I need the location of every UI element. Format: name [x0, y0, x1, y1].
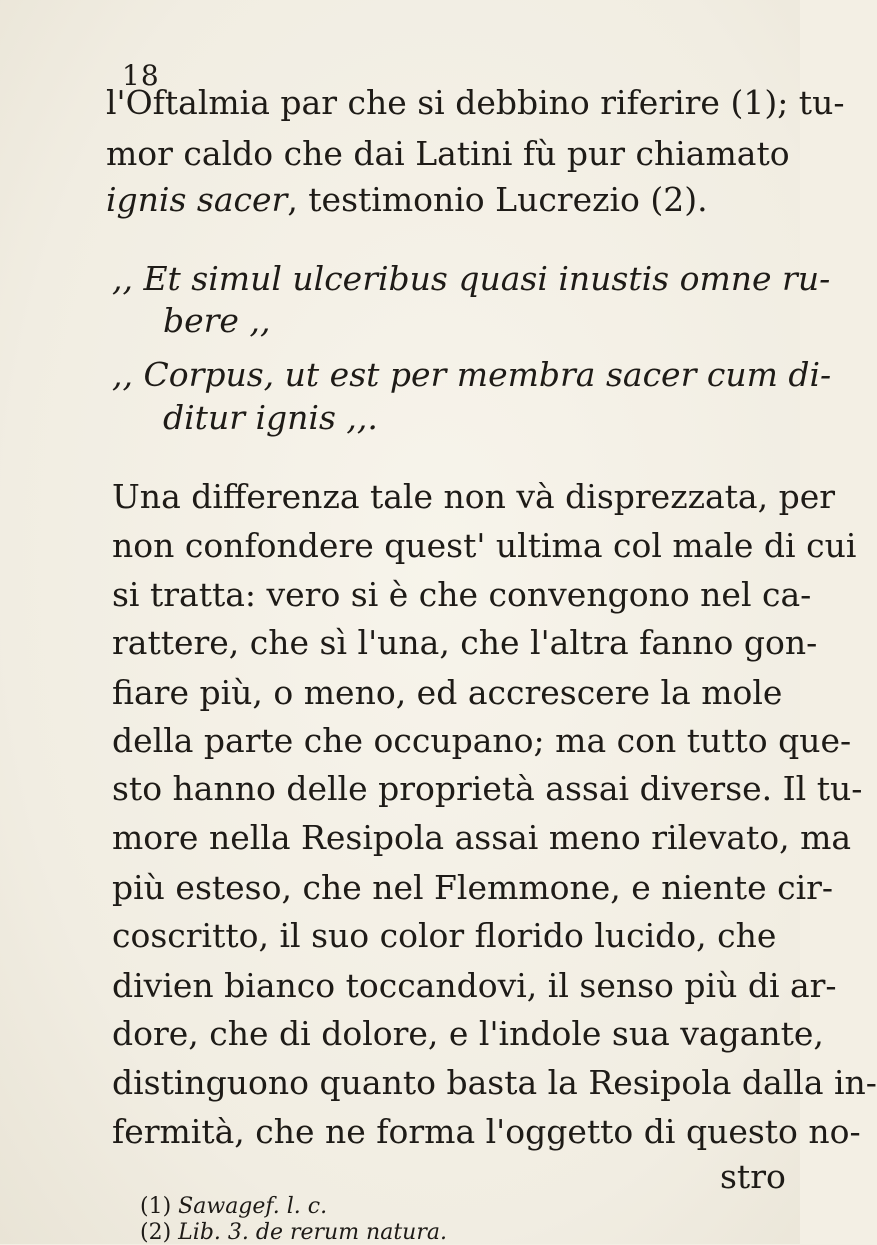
paragraph-line: coscritto, il suo color florido lucido, che [112, 916, 777, 955]
footnote-mark: (2) [140, 1220, 172, 1245]
paragraph-line: non confondere quest' ultima col male di cui [112, 526, 857, 565]
intro-line-1: l'Oftalmia par che si debbino riferire (1); tu- [106, 83, 845, 122]
paragraph-line: si tratta: vero si è che convengono nel ca- [112, 575, 812, 614]
footnote-text: Sawagef. l. c. [178, 1194, 328, 1219]
footnote-mark: (1) [140, 1194, 172, 1219]
quote-line-4: ditur ignis ,,. [163, 398, 378, 437]
paragraph-line: Una differenza tale non và disprezzata, per [112, 477, 836, 516]
paragraph-line: fiare più, o meno, ed accrescere la mole [112, 673, 783, 712]
intro-italic-phrase: ignis sacer [106, 180, 288, 219]
page-number: 18 [122, 59, 160, 92]
paragraph-line: sto hanno delle proprietà assai diverse. Il tu- [112, 769, 863, 808]
footnote-text: Lib. 3. de rerum natura. [178, 1220, 447, 1245]
quote-line-2: bere ,, [163, 301, 271, 340]
paragraph-line: fermità, che ne forma l'oggetto di questo no- [112, 1112, 861, 1151]
intro-line-2: mor caldo che dai Latini fù pur chiamato [106, 134, 790, 173]
paragraph-line: distinguono quanto basta la Resipola dalla in- [112, 1063, 877, 1102]
catchword: stro [720, 1157, 786, 1196]
quote-line-1: ,, Et simul ulceribus quasi inustis omne ru- [112, 259, 831, 298]
intro-line-3-rest: , testimonio Lucrezio (2). [287, 180, 708, 219]
footnote-1 [140, 1196, 327, 1218]
paragraph-line: della parte che occupano; ma con tutto que- [112, 721, 852, 760]
paragraph-line: divien bianco toccandovi, il senso più di ar- [112, 966, 837, 1005]
paragraph-line: dore, che di dolore, e l'indole sua vagante, [112, 1014, 824, 1053]
footnote-2 [140, 1222, 447, 1244]
paragraph-line: more nella Resipola assai meno rilevato, ma [112, 818, 852, 857]
paragraph-line: rattere, che sì l'una, che l'altra fanno gon- [112, 623, 818, 662]
paragraph-line: più esteso, che nel Flemmone, e niente cir- [112, 868, 834, 907]
quote-line-3: ,, Corpus, ut est per membra sacer cum di- [112, 355, 832, 394]
intro-line-3 [106, 180, 708, 219]
